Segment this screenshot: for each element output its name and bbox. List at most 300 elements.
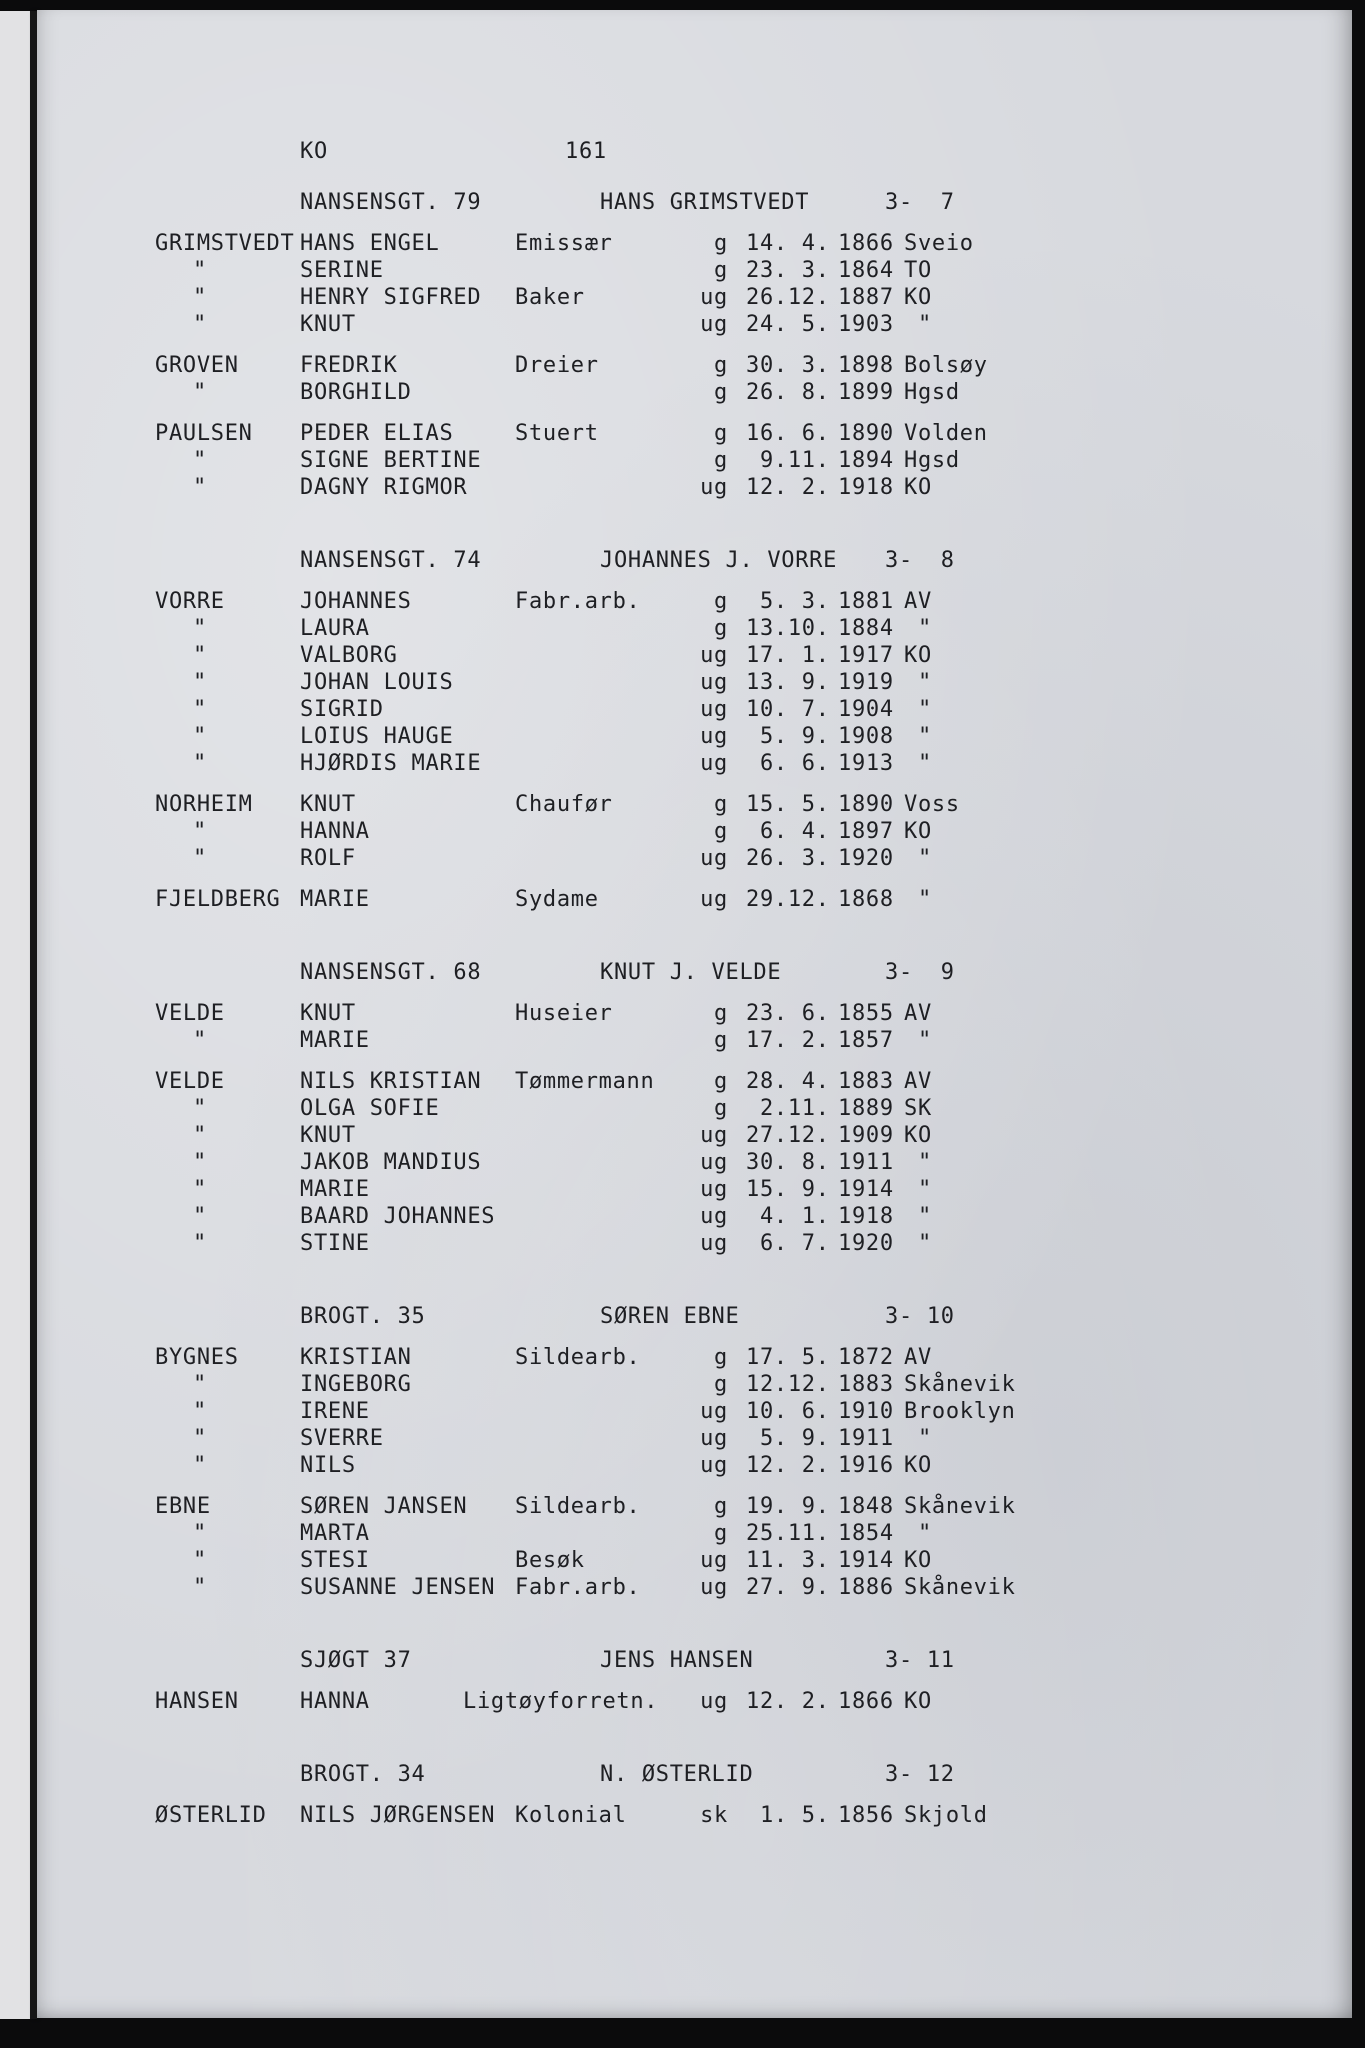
surname-cell: " <box>193 1548 207 1573</box>
occupation-cell <box>515 669 700 696</box>
occupation-cell: Baker <box>515 285 585 310</box>
surname-cell: " <box>193 1426 207 1451</box>
surname-cell: " <box>193 285 207 310</box>
birth-date-cell: 15. 9. <box>746 1177 830 1202</box>
header-spacer <box>155 189 300 216</box>
given-name-cell: BORGHILD <box>300 380 412 405</box>
given-name-cell: STINE <box>300 1231 370 1256</box>
marital-status-cell: ug <box>700 1689 728 1714</box>
family-group <box>155 588 1352 777</box>
birth-year-cell: 1918 <box>838 1204 894 1229</box>
birth-year-cell: 1856 <box>838 1803 894 1828</box>
occupation-cell <box>515 1122 700 1149</box>
occupation-cell <box>515 1425 700 1452</box>
birth-date-cell: 16. 6. <box>746 421 830 446</box>
record-row <box>155 791 1352 818</box>
birth-date-cell: 13.10. <box>746 616 830 641</box>
marital-status-cell: ug <box>700 1548 728 1573</box>
birth-year-cell: 1910 <box>838 1399 894 1424</box>
birth-date-cell: 1. 5. <box>746 1803 830 1828</box>
section-address: BROGT. 35 <box>300 1304 426 1329</box>
family-group <box>155 1802 1352 1829</box>
record-row <box>155 1176 1352 1203</box>
marital-status-cell: g <box>714 258 728 283</box>
surname-cell: VORRE <box>155 589 225 614</box>
given-name-cell: VALBORG <box>300 643 398 668</box>
surname-cell: " <box>193 312 207 337</box>
occupation-cell: Stuert <box>515 421 599 446</box>
given-name-cell: MARIE <box>300 1177 370 1202</box>
marital-status-cell: g <box>714 589 728 614</box>
surname-cell: HANSEN <box>155 1689 239 1714</box>
birth-date-cell: 24. 5. <box>746 312 830 337</box>
given-name-cell: BAARD JOHANNES <box>300 1204 496 1229</box>
surname-cell: GROVEN <box>155 353 239 378</box>
given-name-cell: NILS KRISTIAN <box>300 1069 482 1094</box>
marital-status-cell: ug <box>700 887 728 912</box>
birth-year-cell: 1887 <box>838 285 894 310</box>
occupation-cell <box>515 1452 700 1479</box>
given-name-cell: JOHANNES <box>300 589 412 614</box>
birth-year-cell: 1903 <box>838 312 894 337</box>
birth-date-cell: 5. 9. <box>746 1426 830 1451</box>
birth-date-cell: 9.11. <box>746 448 830 473</box>
records <box>155 189 1352 1829</box>
household-section <box>155 959 1352 1257</box>
record-row <box>155 1493 1352 1520</box>
surname-cell: " <box>193 1028 207 1053</box>
section-head-name: SØREN EBNE <box>600 1304 740 1329</box>
marital-status-cell: g <box>714 1345 728 1370</box>
birth-year-cell: 1899 <box>838 380 894 405</box>
record-row <box>155 1000 1352 1027</box>
given-name-cell: HANNA <box>300 1689 370 1714</box>
marital-status-cell: g <box>714 1521 728 1546</box>
birth-place-cell: TO <box>904 258 932 283</box>
section-address: BROGT. 34 <box>300 1762 426 1787</box>
marital-status-cell: ug <box>700 312 728 337</box>
surname-cell: EBNE <box>155 1494 211 1519</box>
birth-place-cell: " <box>918 1177 932 1202</box>
section-header <box>155 1761 1352 1788</box>
birth-date-cell: 27. 9. <box>746 1575 830 1600</box>
page-fold-line <box>30 11 37 2019</box>
given-name-cell: PEDER ELIAS <box>300 421 454 446</box>
occupation-cell <box>515 257 700 284</box>
marital-status-cell: ug <box>700 724 728 749</box>
marital-status-cell: g <box>714 421 728 446</box>
surname-cell: " <box>193 724 207 749</box>
marital-status-cell: sk <box>700 1803 728 1828</box>
section-ref: 3- 10 <box>885 1304 955 1329</box>
birth-date-cell: 25.11. <box>746 1521 830 1546</box>
record-row <box>155 696 1352 723</box>
birth-year-cell: 1898 <box>838 353 894 378</box>
marital-status-cell: ug <box>700 1150 728 1175</box>
surname-cell: ØSTERLID <box>155 1803 267 1828</box>
marital-status-cell: ug <box>700 1453 728 1478</box>
given-name-cell: INGEBORG <box>300 1372 412 1397</box>
record-row <box>155 257 1352 284</box>
birth-place-cell: AV <box>904 1001 932 1026</box>
section-head-name: HANS GRIMSTVEDT <box>600 190 810 215</box>
surname-cell: " <box>193 1399 207 1424</box>
section-head-name: JENS HANSEN <box>600 1648 754 1673</box>
header-spacer <box>155 959 300 986</box>
record-row <box>155 588 1352 615</box>
surname-cell: " <box>193 1453 207 1478</box>
birth-year-cell: 1890 <box>838 792 894 817</box>
marital-status-cell: g <box>714 1069 728 1094</box>
occupation-cell: Tømmermann <box>515 1069 655 1094</box>
surname-cell: " <box>193 1150 207 1175</box>
birth-year-cell: 1872 <box>838 1345 894 1370</box>
page-left-margin <box>0 11 30 2019</box>
family-group <box>155 886 1352 913</box>
birth-date-cell: 14. 4. <box>746 231 830 256</box>
given-name-cell: LOIUS HAUGE <box>300 724 454 749</box>
marital-status-cell: g <box>714 1096 728 1121</box>
surname-cell: NORHEIM <box>155 792 253 817</box>
census-register-page <box>37 10 1352 2018</box>
occupation-cell <box>515 447 700 474</box>
surname-cell: " <box>193 1177 207 1202</box>
section-ref: 3- 8 <box>885 548 955 573</box>
birth-date-cell: 12. 2. <box>746 1689 830 1714</box>
given-name-cell: SUSANNE JENSEN <box>300 1575 496 1600</box>
birth-date-cell: 6. 6. <box>746 751 830 776</box>
section-header <box>155 959 1352 986</box>
section-header <box>155 1647 1352 1674</box>
occupation-cell <box>515 750 700 777</box>
occupation-cell <box>515 818 700 845</box>
given-name-cell: FREDRIK <box>300 353 398 378</box>
birth-date-cell: 19. 9. <box>746 1494 830 1519</box>
district-code: KO <box>300 139 328 164</box>
occupation-cell: Sydame <box>515 887 599 912</box>
birth-place-cell: KO <box>904 1123 932 1148</box>
record-row <box>155 1452 1352 1479</box>
given-name-cell: NILS <box>300 1453 356 1478</box>
surname-cell: " <box>193 448 207 473</box>
record-row <box>155 474 1352 501</box>
given-name-cell: MARIE <box>300 1028 370 1053</box>
marital-status-cell: ug <box>700 1204 728 1229</box>
occupation-cell: Huseier <box>515 1001 613 1026</box>
family-group <box>155 1688 1352 1715</box>
section-head-name: N. ØSTERLID <box>600 1762 754 1787</box>
section-address: NANSENSGT. 79 <box>300 190 482 215</box>
family-group <box>155 352 1352 406</box>
household-section <box>155 1303 1352 1601</box>
given-name-cell: OLGA SOFIE <box>300 1096 440 1121</box>
section-header <box>155 189 1352 216</box>
given-name-cell: SERINE <box>300 258 384 283</box>
occupation-cell <box>515 723 700 750</box>
record-row <box>155 1095 1352 1122</box>
record-row <box>155 1344 1352 1371</box>
birth-date-cell: 11. 3. <box>746 1548 830 1573</box>
record-row <box>155 642 1352 669</box>
record-row <box>155 1371 1352 1398</box>
birth-year-cell: 1884 <box>838 616 894 641</box>
given-name-cell: IRENE <box>300 1399 370 1424</box>
household-section <box>155 547 1352 913</box>
record-row <box>155 886 1352 913</box>
record-row <box>155 1149 1352 1176</box>
occupation-cell: Emissær <box>515 231 613 256</box>
given-name-cell: HENRY SIGFRED <box>300 285 482 310</box>
surname-cell: " <box>193 1372 207 1397</box>
birth-date-cell: 27.12. <box>746 1123 830 1148</box>
birth-place-cell: " <box>918 1028 932 1053</box>
occupation-cell <box>515 379 700 406</box>
surname-cell: " <box>193 751 207 776</box>
section-address: NANSENSGT. 74 <box>300 548 482 573</box>
given-name-cell: SØREN JANSEN <box>300 1494 468 1519</box>
occupation-cell: Besøk <box>515 1548 585 1573</box>
birth-year-cell: 1916 <box>838 1453 894 1478</box>
surname-cell: " <box>193 819 207 844</box>
record-row <box>155 1122 1352 1149</box>
birth-date-cell: 28. 4. <box>746 1069 830 1094</box>
birth-date-cell: 10. 6. <box>746 1399 830 1424</box>
marital-status-cell: ug <box>700 1123 728 1148</box>
record-row <box>155 1398 1352 1425</box>
birth-place-cell: Hgsd <box>904 380 960 405</box>
birth-date-cell: 15. 5. <box>746 792 830 817</box>
birth-place-cell: " <box>918 1231 932 1256</box>
marital-status-cell: ug <box>700 1426 728 1451</box>
birth-year-cell: 1920 <box>838 846 894 871</box>
record-row <box>155 818 1352 845</box>
occupation-cell <box>515 696 700 723</box>
surname-cell: " <box>193 846 207 871</box>
marital-status-cell: g <box>714 353 728 378</box>
record-row <box>155 284 1352 311</box>
birth-place-cell: AV <box>904 589 932 614</box>
marital-status-cell: g <box>714 1372 728 1397</box>
surname-cell: BYGNES <box>155 1345 239 1370</box>
marital-status-cell: ug <box>700 1399 728 1424</box>
marital-status-cell: g <box>714 792 728 817</box>
occupation-cell <box>515 1371 700 1398</box>
surname-cell: FJELDBERG <box>155 887 281 912</box>
marital-status-cell: ug <box>700 285 728 310</box>
marital-status-cell: ug <box>700 697 728 722</box>
occupation-cell <box>515 474 700 501</box>
record-row <box>155 447 1352 474</box>
record-row <box>155 379 1352 406</box>
birth-year-cell: 1914 <box>838 1548 894 1573</box>
birth-year-cell: 1883 <box>838 1372 894 1397</box>
section-address: NANSENSGT. 68 <box>300 960 482 985</box>
given-name-cell: NILS JØRGENSEN <box>300 1803 496 1828</box>
marital-status-cell: ug <box>700 751 728 776</box>
marital-status-cell: g <box>714 1028 728 1053</box>
occupation-cell: Dreier <box>515 353 599 378</box>
birth-date-cell: 30. 3. <box>746 353 830 378</box>
header-spacer <box>155 1303 300 1330</box>
birth-place-cell: " <box>918 1204 932 1229</box>
occupation-cell <box>515 1176 700 1203</box>
occupation-cell <box>515 642 700 669</box>
surname-cell: " <box>193 1231 207 1256</box>
surname-cell: PAULSEN <box>155 421 253 446</box>
surname-cell: " <box>193 380 207 405</box>
birth-year-cell: 1848 <box>838 1494 894 1519</box>
birth-year-cell: 1857 <box>838 1028 894 1053</box>
surname-cell: " <box>193 643 207 668</box>
birth-year-cell: 1919 <box>838 670 894 695</box>
occupation-cell: Kolonial <box>515 1803 627 1828</box>
birth-place-cell: " <box>918 724 932 749</box>
birth-year-cell: 1917 <box>838 643 894 668</box>
marital-status-cell: g <box>714 231 728 256</box>
household-section <box>155 1761 1352 1829</box>
given-name-cell: HJØRDIS MARIE <box>300 751 482 776</box>
record-row <box>155 750 1352 777</box>
marital-status-cell: g <box>714 819 728 844</box>
given-name-cell: KNUT <box>300 792 356 817</box>
occupation-cell <box>515 1230 700 1257</box>
record-row <box>155 1203 1352 1230</box>
birth-place-cell: KO <box>904 1548 932 1573</box>
birth-place-cell: " <box>918 697 932 722</box>
surname-cell: " <box>193 670 207 695</box>
family-group <box>155 230 1352 338</box>
birth-place-cell: Bolsøy <box>904 353 988 378</box>
given-name-cell: KNUT <box>300 312 356 337</box>
section-ref: 3- 12 <box>885 1762 955 1787</box>
occupation-cell <box>515 1398 700 1425</box>
birth-year-cell: 1881 <box>838 589 894 614</box>
birth-year-cell: 1920 <box>838 1231 894 1256</box>
birth-date-cell: 29.12. <box>746 887 830 912</box>
birth-date-cell: 10. 7. <box>746 697 830 722</box>
surname-cell: " <box>193 1575 207 1600</box>
birth-year-cell: 1883 <box>838 1069 894 1094</box>
occupation-cell: Fabr.arb. <box>515 589 641 614</box>
given-name-cell: KNUT <box>300 1001 356 1026</box>
birth-year-cell: 1866 <box>838 1689 894 1714</box>
marital-status-cell: ug <box>700 1575 728 1600</box>
record-row <box>155 723 1352 750</box>
family-group <box>155 1493 1352 1601</box>
birth-date-cell: 6. 7. <box>746 1231 830 1256</box>
surname-cell: " <box>193 616 207 641</box>
surname-cell: " <box>193 1204 207 1229</box>
birth-date-cell: 26. 8. <box>746 380 830 405</box>
marital-status-cell: g <box>714 448 728 473</box>
given-name-cell: MARTA <box>300 1521 370 1546</box>
birth-date-cell: 6. 4. <box>746 819 830 844</box>
given-name-cell: KNUT <box>300 1123 356 1148</box>
birth-year-cell: 1913 <box>838 751 894 776</box>
given-name-cell: HANS ENGEL <box>300 231 440 256</box>
given-name-cell: SVERRE <box>300 1426 384 1451</box>
given-name-cell: SIGRID <box>300 697 384 722</box>
record-row <box>155 311 1352 338</box>
birth-year-cell: 1868 <box>838 887 894 912</box>
page-header <box>155 138 1352 165</box>
family-group <box>155 420 1352 501</box>
record-row <box>155 1547 1352 1574</box>
surname-cell: " <box>193 258 207 283</box>
occupation-cell <box>515 311 700 338</box>
birth-place-cell: " <box>918 846 932 871</box>
birth-place-cell: KO <box>904 1689 932 1714</box>
record-row <box>155 845 1352 872</box>
birth-year-cell: 1911 <box>838 1426 894 1451</box>
given-name-cell: MARIE <box>300 887 370 912</box>
section-ref: 3- 11 <box>885 1648 955 1673</box>
given-name-cell: JAKOB MANDIUS <box>300 1150 482 1175</box>
surname-cell: " <box>193 475 207 500</box>
marital-status-cell: g <box>714 616 728 641</box>
record-row <box>155 1520 1352 1547</box>
birth-date-cell: 2.11. <box>746 1096 830 1121</box>
surname-cell: VELDE <box>155 1001 225 1026</box>
birth-place-cell: SK <box>904 1096 932 1121</box>
birth-year-cell: 1890 <box>838 421 894 446</box>
birth-place-cell: " <box>918 1521 932 1546</box>
section-ref: 3- 7 <box>885 190 955 215</box>
birth-year-cell: 1914 <box>838 1177 894 1202</box>
birth-date-cell: 13. 9. <box>746 670 830 695</box>
occupation-cell: Sildearb. <box>515 1494 641 1519</box>
birth-place-cell: Brooklyn <box>904 1399 1016 1424</box>
given-name-cell: LAURA <box>300 616 370 641</box>
header-spacer <box>155 1761 300 1788</box>
section-head-name: JOHANNES J. VORRE <box>600 548 838 573</box>
given-name-cell: DAGNY RIGMOR <box>300 475 468 500</box>
household-section <box>155 189 1352 501</box>
header-spacer <box>155 547 300 574</box>
birth-year-cell: 1908 <box>838 724 894 749</box>
given-name-cell: KRISTIAN <box>300 1345 412 1370</box>
birth-date-cell: 26.12. <box>746 285 830 310</box>
family-group <box>155 791 1352 872</box>
occupation-cell: Fabr.arb. <box>515 1575 641 1600</box>
section-address: SJØGT 37 <box>300 1648 412 1673</box>
occupation-cell: Ligtøyforretn. <box>463 1689 659 1714</box>
birth-date-cell: 5. 9. <box>746 724 830 749</box>
surname-cell: " <box>193 1123 207 1148</box>
birth-year-cell: 1854 <box>838 1521 894 1546</box>
record-row <box>155 1688 1352 1715</box>
birth-place-cell: Volden <box>904 421 988 446</box>
record-row <box>155 1802 1352 1829</box>
record-row <box>155 1068 1352 1095</box>
family-group <box>155 1068 1352 1257</box>
birth-place-cell: AV <box>904 1345 932 1370</box>
family-group <box>155 1000 1352 1054</box>
section-header <box>155 1303 1352 1330</box>
birth-date-cell: 5. 3. <box>746 589 830 614</box>
given-name-cell: HANNA <box>300 819 370 844</box>
birth-date-cell: 12. 2. <box>746 1453 830 1478</box>
given-name-cell: STESI <box>300 1548 370 1573</box>
occupation-cell <box>515 1520 700 1547</box>
marital-status-cell: ug <box>700 670 728 695</box>
record-row <box>155 1027 1352 1054</box>
record-row <box>155 1574 1352 1601</box>
record-row <box>155 1230 1352 1257</box>
page-number: 161 <box>565 139 607 164</box>
birth-year-cell: 1918 <box>838 475 894 500</box>
birth-place-cell: AV <box>904 1069 932 1094</box>
